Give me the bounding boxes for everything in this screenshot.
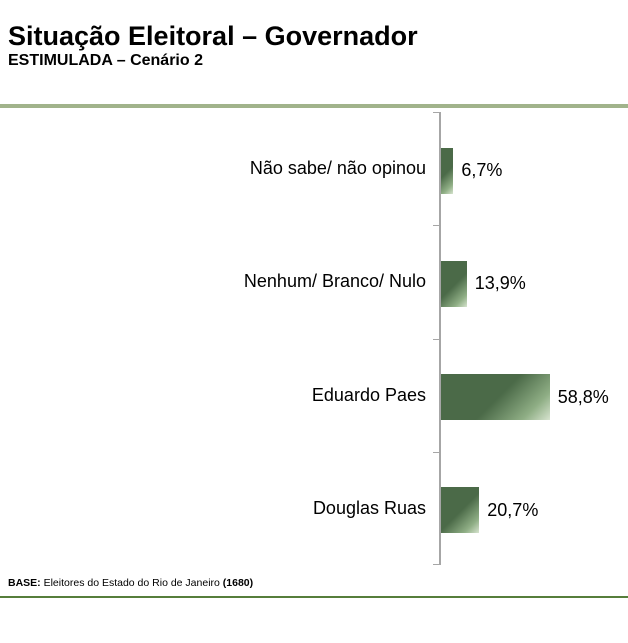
bar xyxy=(441,148,453,194)
axis-tick xyxy=(433,339,440,340)
page-subtitle: ESTIMULADA – Cenário 2 xyxy=(8,52,203,69)
bar-chart xyxy=(0,112,628,565)
axis-tick xyxy=(433,452,440,453)
base-label: BASE: xyxy=(8,577,41,589)
value-label: 13,9% xyxy=(474,273,526,294)
category-label: Douglas Ruas xyxy=(312,497,426,518)
base-text: Eleitores do Estado do Rio de Janeiro xyxy=(40,577,223,589)
value-label: 6,7% xyxy=(461,160,503,181)
value-label: 58,8% xyxy=(557,386,609,407)
axis-tick xyxy=(433,225,440,226)
bar xyxy=(441,487,479,533)
base-count: (1680) xyxy=(222,577,254,589)
bar xyxy=(441,261,467,307)
page-title: Situação Eleitoral – Governador xyxy=(8,21,418,51)
category-label: Nenhum/ Branco/ Nulo xyxy=(243,271,426,292)
base-note xyxy=(8,577,253,589)
axis-tick xyxy=(433,564,440,565)
value-label: 20,7% xyxy=(487,499,539,520)
category-label: Eduardo Paes xyxy=(311,384,426,405)
category-label: Não sabe/ não opinou xyxy=(249,158,426,179)
bar xyxy=(441,374,550,420)
axis-tick xyxy=(433,112,440,113)
top-divider xyxy=(0,104,628,108)
bottom-divider xyxy=(0,596,628,598)
